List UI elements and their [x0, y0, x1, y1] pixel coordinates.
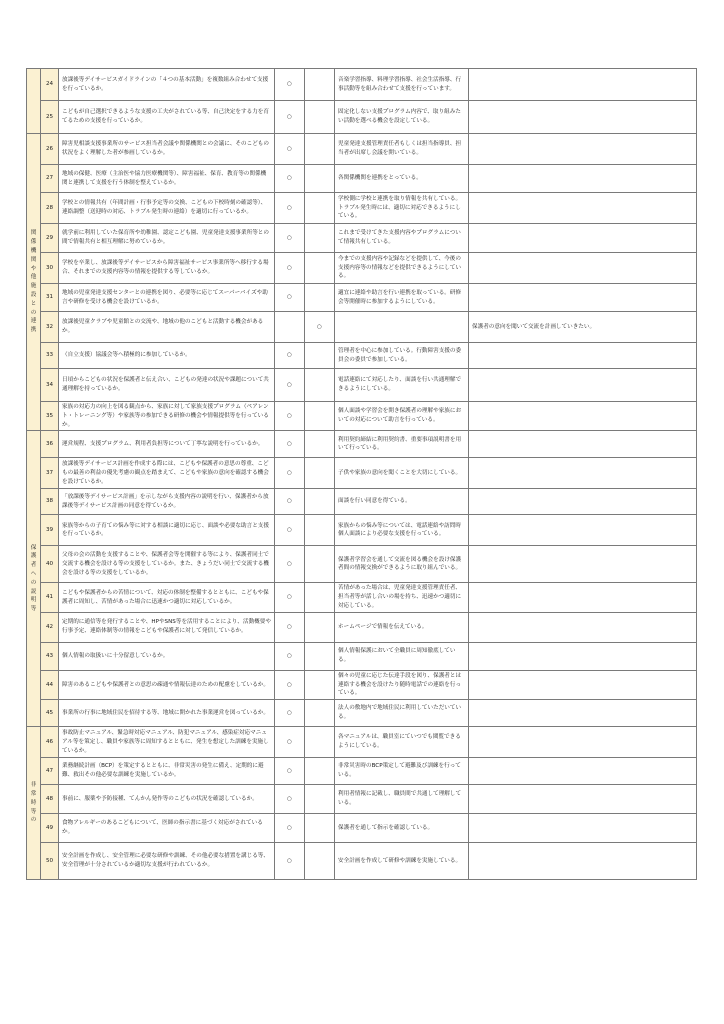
yes-mark: ○ [275, 583, 305, 612]
no-mark [305, 193, 335, 224]
item-text: こどもが自己選択できるような支援の工夫がされている等、自己決定をする力を育てるための支援を行っているか。 [59, 101, 275, 134]
status-note [335, 312, 469, 343]
improvement-note [469, 546, 697, 583]
table-row [27, 312, 697, 343]
table-row [27, 101, 697, 134]
category-cell [27, 431, 41, 727]
improvement-note [469, 165, 697, 193]
item-text: 事故防止マニュアル、緊急時対応マニュアル、防犯マニュアル、感染症対応マニュアル等を策定し、職員や家族等に周知するとともに、発生を想定した訓練を実施しているか。 [59, 727, 275, 758]
yes-mark: ○ [275, 165, 305, 193]
no-mark [305, 369, 335, 402]
item-text: 事業所の行事に地域住民を招待する等、地域に開かれた事業運営を図っているか。 [59, 700, 275, 727]
row-number: 44 [41, 670, 59, 699]
row-number: 31 [41, 284, 59, 312]
status-note: 管理者を中心に参加している。行動障害支援の委員会の委員で参加している。 [335, 343, 469, 369]
no-mark [305, 134, 335, 165]
improvement-note [469, 343, 697, 369]
no-mark [305, 101, 335, 134]
yes-mark: ○ [275, 489, 305, 515]
row-number: 42 [41, 612, 59, 642]
improvement-note: 保護者の意向を聞いて交流を計画していきたい。 [469, 312, 697, 343]
row-number: 50 [41, 843, 59, 880]
table-row [27, 165, 697, 193]
row-number: 48 [41, 785, 59, 814]
status-note: 児童発達支援管理責任者もしくは担当指導員、担当者が出席し会議を開いている。 [335, 134, 469, 165]
table-row [27, 814, 697, 843]
status-note: 苦情があった場合は、児童発達支援管理責任者、担当者等が話し合いの場を持ち、迅速かつ適切に対応している。 [335, 583, 469, 612]
category-cell [27, 69, 41, 134]
item-text: 定期的に通信等を発行することや、HPやSNS等を活用することにより、活動概要や行事予定、連絡体制等の情報をこどもや保護者に対して発信しているか。 [59, 612, 275, 642]
yes-mark: ○ [275, 546, 305, 583]
row-number: 29 [41, 224, 59, 253]
row-number: 36 [41, 431, 59, 458]
yes-mark: ○ [275, 253, 305, 284]
item-text: 障害のあるこどもや保護者との意思の疎通や情報伝達のための配慮をしているか。 [59, 670, 275, 699]
improvement-note [469, 583, 697, 612]
item-text: 放課後等デイサービスガイドラインの「４つの基本活動」を複数組み合わせて支援を行っているか。 [59, 69, 275, 101]
no-mark [305, 546, 335, 583]
no-mark [305, 612, 335, 642]
table-row [27, 843, 697, 880]
status-note: 保護者学習会を通して交流を図る機会を設け保護者間の情報交換ができるように取り組んでいる。 [335, 546, 469, 583]
improvement-note [469, 431, 697, 458]
status-note: 個々の児童に応じた伝達手段を図り、保護者とは連絡する機会を設けたり随時電話での連絡を行っている。 [335, 670, 469, 699]
row-number: 26 [41, 134, 59, 165]
table-row [27, 253, 697, 284]
item-text: 運営規程、支援プログラム、利用者負担等について丁寧な説明を行っているか。 [59, 431, 275, 458]
improvement-note [469, 101, 697, 134]
row-number: 47 [41, 758, 59, 785]
item-text: 障害児相談支援事業所のサービス担当者会議や関係機関との会議に、そのこどもの状況をよく理解した者が参画しているか。 [59, 134, 275, 165]
table-row [27, 284, 697, 312]
item-text: （自立支援）協議会等へ積極的に参加しているか。 [59, 343, 275, 369]
yes-mark: ○ [275, 843, 305, 880]
row-number: 43 [41, 642, 59, 670]
row-number: 30 [41, 253, 59, 284]
improvement-note [469, 700, 697, 727]
status-note: 法人の敷地内で地域住民に利用していただいている。 [335, 700, 469, 727]
no-mark [305, 670, 335, 699]
no-mark [305, 253, 335, 284]
table-row [27, 402, 697, 431]
item-text: 個人情報の取扱いに十分留意しているか。 [59, 642, 275, 670]
table-row [27, 134, 697, 165]
row-number: 37 [41, 458, 59, 489]
yes-mark: ○ [275, 515, 305, 546]
no-mark [305, 431, 335, 458]
status-note: 面談を行い同意を得ている。 [335, 489, 469, 515]
table-row [27, 546, 697, 583]
status-note: 子供や家族の意向を聞くことを大切にしている。 [335, 458, 469, 489]
table-row [27, 612, 697, 642]
improvement-note [469, 224, 697, 253]
table-row [27, 583, 697, 612]
status-note: 個人情報保護において全職員に周知徹底している。 [335, 642, 469, 670]
improvement-note [469, 515, 697, 546]
row-number: 24 [41, 69, 59, 101]
no-mark [305, 402, 335, 431]
table-row [27, 670, 697, 699]
item-text: 事前に、服薬や予防接種、てんかん発作等のこどもの状況を確認しているか。 [59, 785, 275, 814]
improvement-note [469, 253, 697, 284]
table-row [27, 700, 697, 727]
no-mark [305, 814, 335, 843]
status-note: 学校側に学校と連携を取り情報を共有している。トラブル発生時には、適切に対応できるようにしている。 [335, 193, 469, 224]
improvement-note [469, 489, 697, 515]
no-mark [305, 458, 335, 489]
item-text: 放課後児童クラブや児童館との交流や、地域の他のこどもと活動する機会があるか。 [59, 312, 275, 343]
improvement-note [469, 670, 697, 699]
status-note: 各関係機関を連携をとっている。 [335, 165, 469, 193]
table-row [27, 515, 697, 546]
yes-mark: ○ [275, 69, 305, 101]
yes-mark: ○ [275, 458, 305, 489]
table-row [27, 343, 697, 369]
item-text: 安全計画を作成し、安全管理に必要な研修や訓練、その他必要な措置を講じる等、安全管理が十分されているか適切な支援が行われているか。 [59, 843, 275, 880]
row-number: 46 [41, 727, 59, 758]
item-text: 日頃からこどもの状況を保護者と伝え合い、こどもの発達の状況や課題について共通理解を持っているか。 [59, 369, 275, 402]
status-note: 今までの支援内容や記録などを提供して、今後の支援内容等の情報などを提供できるようにしている。 [335, 253, 469, 284]
no-mark [305, 583, 335, 612]
status-note: 固定化しない支援プログラム内容で、取り組みたい活動を選べる機会を設定している。 [335, 101, 469, 134]
status-note: 個人面談や学習会を開き保護者の理解や家族においての対応について助言を行っている。 [335, 402, 469, 431]
item-text: 地域の児童発達支援センターとの連携を図り、必要等に応じてスーパーバイズや助言や研修を受ける機会を設けているか。 [59, 284, 275, 312]
row-number: 45 [41, 700, 59, 727]
improvement-note [469, 458, 697, 489]
improvement-note [469, 814, 697, 843]
yes-mark: ○ [275, 431, 305, 458]
row-number: 35 [41, 402, 59, 431]
no-mark [305, 343, 335, 369]
status-note: 適宜に連絡や助言を行い連携を取っている。研修会等開催時に参加するようにしている。 [335, 284, 469, 312]
table-row [27, 758, 697, 785]
yes-mark: ○ [275, 343, 305, 369]
status-note: 電話連絡にて対応したり、面談を行い共通理解できるようにしている。 [335, 369, 469, 402]
table-row [27, 727, 697, 758]
improvement-note [469, 69, 697, 101]
table-row [27, 489, 697, 515]
no-mark [305, 515, 335, 546]
item-text: 放課後等デイサービス計画を作成する際には、こどもや保護者の意思の尊重、こどもの最善の利益の優先考慮の観点を踏まえて、こどもや家族の意向を確認する機会を設けているか。 [59, 458, 275, 489]
row-number: 49 [41, 814, 59, 843]
category-label: 関 係 機 関 や 他 施 設 と の 連 携 [30, 230, 37, 334]
table-row [27, 193, 697, 224]
yes-mark: ○ [275, 369, 305, 402]
yes-mark: ○ [275, 727, 305, 758]
yes-mark [275, 312, 305, 343]
no-mark [305, 843, 335, 880]
row-number: 39 [41, 515, 59, 546]
improvement-note [469, 843, 697, 880]
item-text: 学校を卒業し、放課後等デイサービスから障害福祉サービス事業所等へ移行する場合、それまでの支援内容等の情報を提供する等しているか。 [59, 253, 275, 284]
no-mark [305, 785, 335, 814]
table-row [27, 431, 697, 458]
yes-mark: ○ [275, 402, 305, 431]
row-number: 40 [41, 546, 59, 583]
item-text: 学校との情報共有（年間計画・行事予定等の交換、こどもの下校時刻の確認等）、連絡調整（送迎時の対応、トラブル発生時の連絡）を適切に行っているか。 [59, 193, 275, 224]
row-number: 41 [41, 583, 59, 612]
status-note: 音楽学習指導、料理学習指導、社会生活指導、行事活動等を組み合わせて支援を行っています。 [335, 69, 469, 101]
item-text: 業務継続計画（BCP）を策定するとともに、非常災害の発生に備え、定期的に避難、救出その他必要な訓練を実施しているか。 [59, 758, 275, 785]
yes-mark: ○ [275, 284, 305, 312]
table-row [27, 69, 697, 101]
category-label: 保 護 者 へ の 説 明 等 [30, 544, 37, 613]
category-cell [27, 134, 41, 431]
no-mark [305, 700, 335, 727]
no-mark: ○ [305, 312, 335, 343]
evaluation-table [26, 68, 697, 880]
yes-mark: ○ [275, 814, 305, 843]
improvement-note [469, 612, 697, 642]
yes-mark: ○ [275, 642, 305, 670]
status-note: 非常災害時のBCP策定して避難及び訓練を行っている。 [335, 758, 469, 785]
row-number: 32 [41, 312, 59, 343]
status-note: 家族からの悩み等については、電話連絡や訪問時個人面談により必要な支援を行っている。 [335, 515, 469, 546]
table-row [27, 785, 697, 814]
item-text: こどもや保護者からの苦情について、対応の体制を整備するとともに、こどもや保護者に周知し、苦情があった場合に迅速かつ適切に対応しているか。 [59, 583, 275, 612]
status-note: 各マニュアルは、職員室にていつでも閲覧できるようにしている。 [335, 727, 469, 758]
table-row [27, 369, 697, 402]
category-label: 非 常 時 等 の [30, 782, 37, 824]
status-note: これまで受けてきた支援内容やプログラムについて情報共有している。 [335, 224, 469, 253]
row-number: 27 [41, 165, 59, 193]
row-number: 33 [41, 343, 59, 369]
yes-mark: ○ [275, 700, 305, 727]
improvement-note [469, 727, 697, 758]
improvement-note [469, 402, 697, 431]
row-number: 34 [41, 369, 59, 402]
no-mark [305, 642, 335, 670]
no-mark [305, 284, 335, 312]
item-text: 地域の保健、医療（主治医や協力医療機関等）、障害福祉、保育、教育等の関係機関と連携して支援を行う体制を整えているか。 [59, 165, 275, 193]
yes-mark: ○ [275, 101, 305, 134]
status-note: 保護者を通して指示を確認している。 [335, 814, 469, 843]
yes-mark: ○ [275, 670, 305, 699]
yes-mark: ○ [275, 193, 305, 224]
item-text: 家族等からの子育ての悩み等に対する相談に適切に応じ、面談や必要な助言と支援を行っているか。 [59, 515, 275, 546]
status-note: 安全計画を作成して研修や訓練を実施している。 [335, 843, 469, 880]
item-text: 家族の対応力の向上を図る観点から、家族に対して家族支援プログラム（ペアレント・トレーニング等）や家族等の参加できる研修の機会や情報提供等を行っているか。 [59, 402, 275, 431]
row-number: 38 [41, 489, 59, 515]
category-cell [27, 727, 41, 880]
table-row [27, 224, 697, 253]
yes-mark: ○ [275, 612, 305, 642]
item-text: 食物アレルギーのあるこどもについて、医師の指示書に基づく対応がされているか。 [59, 814, 275, 843]
item-text: 父母の会の活動を支援することや、保護者会等を開催する等により、保護者同士で交流する機会を設ける等の支援をしているか。また、きょうだい同士で交流する機会を設ける等の支援をしているか。 [59, 546, 275, 583]
item-text: 就学前に利用していた保育所や幼稚園、認定こども園、児童発達支援事業所等との間で情報共有と相互理解に努めているか。 [59, 224, 275, 253]
yes-mark: ○ [275, 758, 305, 785]
row-number: 25 [41, 101, 59, 134]
table-row [27, 458, 697, 489]
no-mark [305, 224, 335, 253]
status-note: 利用契約締結に利用契約書、重要事項説明書を用いて行っている。 [335, 431, 469, 458]
improvement-note [469, 642, 697, 670]
improvement-note [469, 284, 697, 312]
improvement-note [469, 369, 697, 402]
item-text: 「放課後等デイサービス計画」を示しながら支援内容の説明を行い、保護者から放課後等デイサービス計画の同意を得ているか。 [59, 489, 275, 515]
no-mark [305, 165, 335, 193]
no-mark [305, 489, 335, 515]
table-row [27, 642, 697, 670]
no-mark [305, 727, 335, 758]
yes-mark: ○ [275, 785, 305, 814]
no-mark [305, 758, 335, 785]
improvement-note [469, 785, 697, 814]
improvement-note [469, 193, 697, 224]
status-note: ホームページで情報を伝えている。 [335, 612, 469, 642]
improvement-note [469, 134, 697, 165]
yes-mark: ○ [275, 224, 305, 253]
no-mark [305, 69, 335, 101]
row-number: 28 [41, 193, 59, 224]
status-note: 利用者情報に記載し、職員間で共通して理解している。 [335, 785, 469, 814]
improvement-note [469, 758, 697, 785]
yes-mark: ○ [275, 134, 305, 165]
